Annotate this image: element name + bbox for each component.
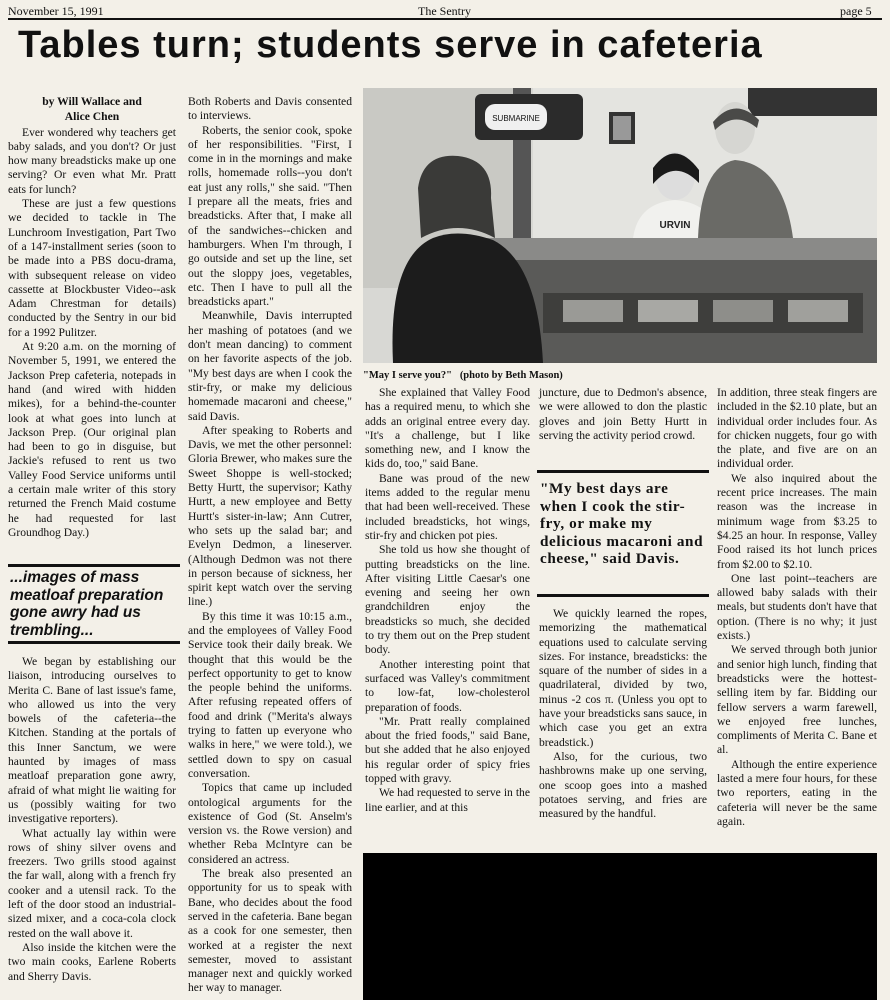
pullquote-2-bottom-rule: [537, 594, 709, 597]
submarine-sign: [475, 94, 583, 140]
column-4b-paragraph: We quickly learned the ropes, memorizing the mathematical equations used to calculate serving sizes. For instance, breadsticks: the square of the number of sides in a quadrilateral, divided by two, minus -2 cos π. (Unless you opt to have your breadsticks sans sauce, in which case you get an extra breadstick.): [539, 607, 707, 749]
photo-illustration: [363, 88, 877, 363]
page-number: page 5: [840, 4, 872, 18]
headline: Tables turn; students serve in cafeteria: [18, 24, 763, 66]
column-2-paragraph: Roberts, the senior cook, spoke of her responsibilities. "First, I come in in the mornings and make rolls, homemade rolls--you don't eat just any rolls," she said. "Then I prepare all the meats, fries and breadsticks. After that, I make all of the sandwiches--chicken and hamburgers. When I'm through, I go outside and set up the line, set out the sloppy joes, vegetables, etc. Then I have to pull all the breadsticks apart.": [188, 123, 352, 309]
column-3-paragraph: Another interesting point that surfaced was Valley's commitment to low-fat, low-cholesterol preparation of foods.: [365, 657, 530, 714]
column-5-paragraph: We served through both junior and senior high lunch, finding that breadsticks were the hottest-selling item by far. Bidding our fellow servers a warm farewell, we enjoyed free lunches, compliments of Merita C. Bane et al.: [717, 643, 877, 757]
photo-caption: [363, 370, 877, 381]
column-1-paragraph: These are just a few questions we decided to tackle in The Lunchroom Investigation, Part Two of a 147-installment series (soon to be made into a PBS docu-drama, with subsequent release on video cassette at Blockbuster Video--ask Adam Chrestman for details) conducted by the Sentry in our bid for a 1992 Pulitzer.: [8, 197, 176, 339]
pullquote-1-top-rule: [8, 564, 180, 567]
column-4b-paragraph: Also, for the curious, two hashbrowns make up one serving, one scoop goes into a mashed potatoes serving, and fries are measured by the handful.: [539, 749, 707, 821]
byline-line-2: Alice Chen: [64, 110, 120, 124]
issue-date: November 15, 1991: [8, 4, 104, 18]
column-2-paragraph: By this time it was 10:15 a.m., and the employees of Valley Food Service took their daily break. We thought that this would be the perfect opportunity to get to know the people behind the uniforms. After refusing repeated offers of food and drink ("Merita's always trying to fatten up everyone who walks in here," we were told.), we settled down to spy on casual conversation.: [188, 609, 352, 780]
cafeteria-photo: [363, 88, 877, 363]
column-2-paragraph: Topics that came up included ontological arguments for the existence of God (St. Anselm's version vs. the Rowe version) and whether Reba McIntyre can be considered an actress.: [188, 781, 352, 866]
column-1b-paragraph: What actually lay within were rows of shiny silver ovens and freezers. Two grills stood against the far wall, along with a french fry cooker and a utensil rack. To the left of the door stood an industrial-sized mixer, and a coca-cola clock rested on the wall above it.: [8, 826, 176, 940]
column-2: [188, 95, 352, 996]
column-3-paragraph: We had requested to serve in the line earlier, and at this: [365, 786, 530, 814]
column-1b-paragraph: Also inside the kitchen were the two main cooks, Earlene Roberts and Sherry Davis.: [8, 940, 176, 983]
byline-line-1: by Will Wallace and: [42, 95, 142, 108]
column-1-paragraph: At 9:20 a.m. on the morning of November 5, 1991, we entered the Jackson Prep cafeteria, notepads in hand (and wired with hidden mikes), for a behind-the-counter look at what goes into lunch at Jackson Prep. (Our original plan had been to go in disguise, but Jackie's refused to rent us two Valley Food Service uniforms until a certain male writer of this story returned the French Maid costume he had requested for last Groundhog Day.): [8, 340, 176, 539]
caption-quote: "May I serve you?": [363, 370, 452, 381]
pullquote-2-top-rule: [537, 470, 709, 473]
column-3-paragraph: "Mr. Pratt really complained about the fried foods," said Bane, but she added that he also enjoyed his regular order of spicy fries topped with gravy.: [365, 714, 530, 786]
column-5: [717, 386, 877, 829]
pullquote-1: ...images of mass meatloaf preparation gone awry had us trembling...: [10, 569, 164, 639]
column-2-paragraph: Both Roberts and Davis consented to interviews.: [188, 95, 352, 123]
sign-text: SUBMARINE: [492, 114, 540, 123]
column-5-paragraph: In addition, three steak fingers are included in the $2.10 plate, but an individual order includes four. As for chicken nuggets, four go with the plate, and five are on an individual order.: [717, 386, 877, 471]
caption-credit: (photo by Beth Mason): [459, 370, 563, 381]
column-5-paragraph: Although the entire experience lasted a mere four hours, for these two reporters, eating in the cafeteria will never be the same again.: [717, 757, 877, 828]
paper-name: The Sentry: [418, 4, 471, 18]
pullquote-2: "My best days are when I cook the stir-fry, or make my delicious macaroni and cheese," said Davis.: [540, 480, 704, 567]
black-box: [363, 853, 877, 1000]
column-1-continued: [8, 655, 176, 984]
column-4-continued: [539, 607, 707, 821]
column-4-paragraph: juncture, due to Dedmon's absence, we were allowed to don the plastic gloves and join Betty Hurtt in serving the activity period crowd.: [539, 386, 707, 442]
column-3: [365, 386, 530, 815]
column-5-paragraph: We also inquired about the recent price increases. The main reason was the increase in minimum wage from $3.25 to $4.25 an hour. In response, Valley Food raised its hot lunch prices from $2.00 to $2.10.: [717, 471, 877, 571]
column-1b-paragraph: We began by establishing our liaison, introducing ourselves to Merita C. Bane of last issue's fame, who allowed us into the very bowels of the cafeteria--the Kitchen. Standing at the portals of this Inner Sanctum, we were haunted by images of mass meatloaf preparation gone awry, afraid of what might lie waiting for us (possibly waiting for two investigative reporters).: [8, 655, 176, 826]
shirt-text: URVIN: [659, 220, 691, 231]
column-3-paragraph: Bane was proud of the new items added to the regular menu that had been well-received. These included breadsticks, hot wings, stir-fry and chicken pot pies.: [365, 471, 530, 542]
column-1-paragraph: Ever wondered why teachers get baby salads, and you don't? Or just how many breadsticks make up one serving? Or even what Mr. Pratt eats for lunch?: [8, 125, 176, 196]
column-3-paragraph: She explained that Valley Food has a required menu, to which she adds an original entree every day. "It's a challenge, but I like something new, and I know the kids do, too," said Bane.: [365, 386, 530, 471]
column-2-paragraph: The break also presented an opportunity for us to speak with Bane, who decides about the food served in the cafeteria. Bane began as a cook for one semester, then worked at a register the next semester, moved to assistant manager next and quickly worked her way to manager.: [188, 867, 352, 995]
column-1: [8, 95, 176, 540]
pullquote-1-bottom-rule: [8, 641, 180, 644]
header-rule: [8, 18, 882, 20]
column-3-paragraph: She told us how she thought of putting breadsticks on the line. After visiting Little Caesar's one evening and seeing her own grandchildren enjoy the breadsticks so much, she decided to try them out on the Prep student body.: [365, 543, 530, 657]
column-5-paragraph: One last point--teachers are allowed baby salads with their meals, but students don't have that option. (There is no why; it just exists.): [717, 571, 877, 643]
column-2-paragraph: Meanwhile, Davis interrupted her mashing of potatoes (and we don't mean dancing) to comment on her favorite aspects of the job. "My best days are when I cook the stir-fry, or make my delicious homemade macaroni and cheese," said Davis.: [188, 309, 352, 423]
column-4: [539, 386, 707, 443]
column-2-paragraph: After speaking to Roberts and Davis, we met the other personnel: Gloria Brewer, who makes sure the Sweet Shoppe is well-stocked; Betty Hurtt, the supervisor; Kathy Hurtt, a new employee and Betty Hurtt's sister-in-law; Ann Cutrer, who sets up the salad bar; and Evelyn Dedmon, a lineserver. (Although Dedmon was not there in person because of sickness, her spirit kept watch over the serving line.): [188, 423, 352, 609]
